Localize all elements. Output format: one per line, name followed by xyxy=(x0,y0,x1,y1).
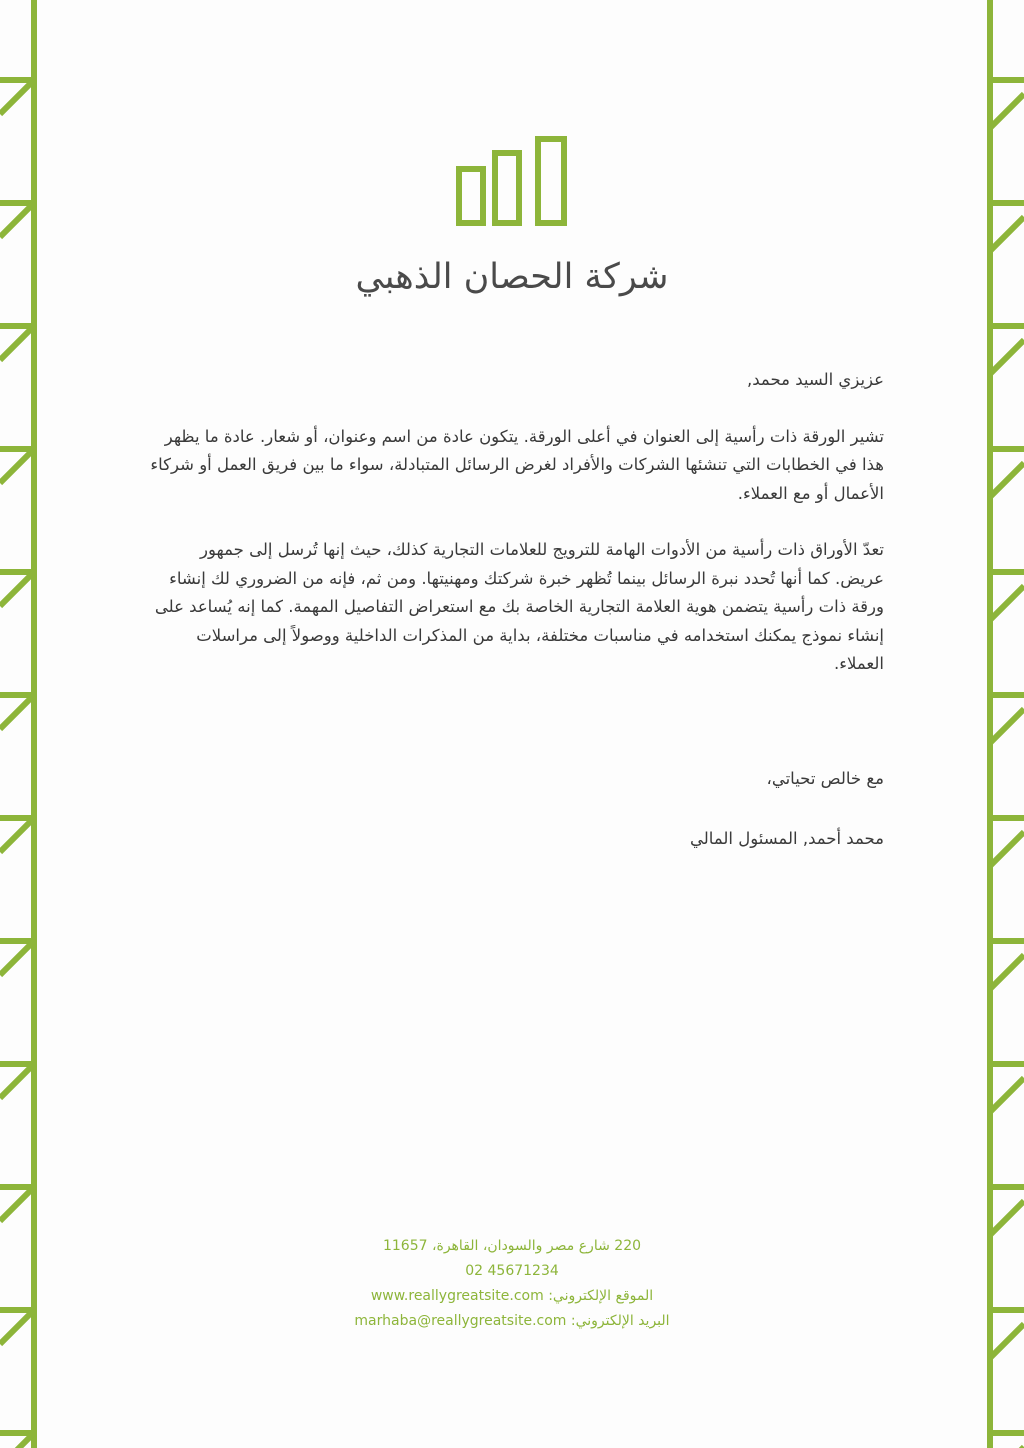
letter-paragraph-1: تشير الورقة ذات رأسية إلى العنوان في أعلى الورقة. يتكون عادة من اسم وعنوان، أو شعار. عادة ما يظهر هذا في الخطابات التي تنشئها الشركات والأفراد لغرض الرسائل المتبادلة، سواء ما بين فريق العمل أو شركاء الأعمال أو مع العملاء. xyxy=(150,426,884,503)
footer-website-link[interactable]: www.reallygreatsite.com xyxy=(370,1288,544,1304)
footer-email-line xyxy=(212,1309,812,1334)
letter-body xyxy=(150,366,884,854)
company-name: شركة الحصان الذهبي xyxy=(355,257,669,297)
footer-phone: 02 45671234 xyxy=(465,1263,559,1279)
footer-website-line xyxy=(212,1284,812,1309)
letter-paragraph-2: تعدّ الأوراق ذات رأسية من الأدوات الهامة للترويج للعلامات التجارية كذلك، حيث إنها تُرسل إلى جمهور عريض. كما أنها تُحدد نبرة الرسائل بينما تُظهر خبرة شركتك ومهنيتها. ومن ثم، فإنه من الضروري لك إنشاء ورقة ذات رأسية يتضمن هوية العلامة التجارية الخاصة بك مع استعراض التفاصيل المهمة. كما إنه يُساعد على إنشاء نموذج يمكنك استخدامه في مناسبات مختلفة، بداية من المذكرات الداخلية ووصولاً إلى مراسلات العملاء. xyxy=(154,540,884,673)
footer-email-link[interactable]: marhaba@reallygreatsite.com xyxy=(354,1313,567,1329)
footer-email-label: البريد الإلكتروني: xyxy=(570,1313,670,1329)
footer-contact xyxy=(212,1234,812,1334)
bar-chart-outline-icon xyxy=(452,132,572,232)
right-border-pattern xyxy=(984,0,1024,1448)
closing-line: مع خالص تحياتي، xyxy=(766,768,884,788)
left-border-pattern xyxy=(0,0,40,1448)
salutation: عزيزي السيد محمد, xyxy=(747,370,884,389)
footer-website-label: الموقع الإلكتروني: xyxy=(548,1288,654,1304)
footer-address: 220 شارع مصر والسودان، القاهرة، 11657 xyxy=(382,1238,642,1254)
signature: محمد أحمد, المسئول المالي xyxy=(690,829,884,848)
